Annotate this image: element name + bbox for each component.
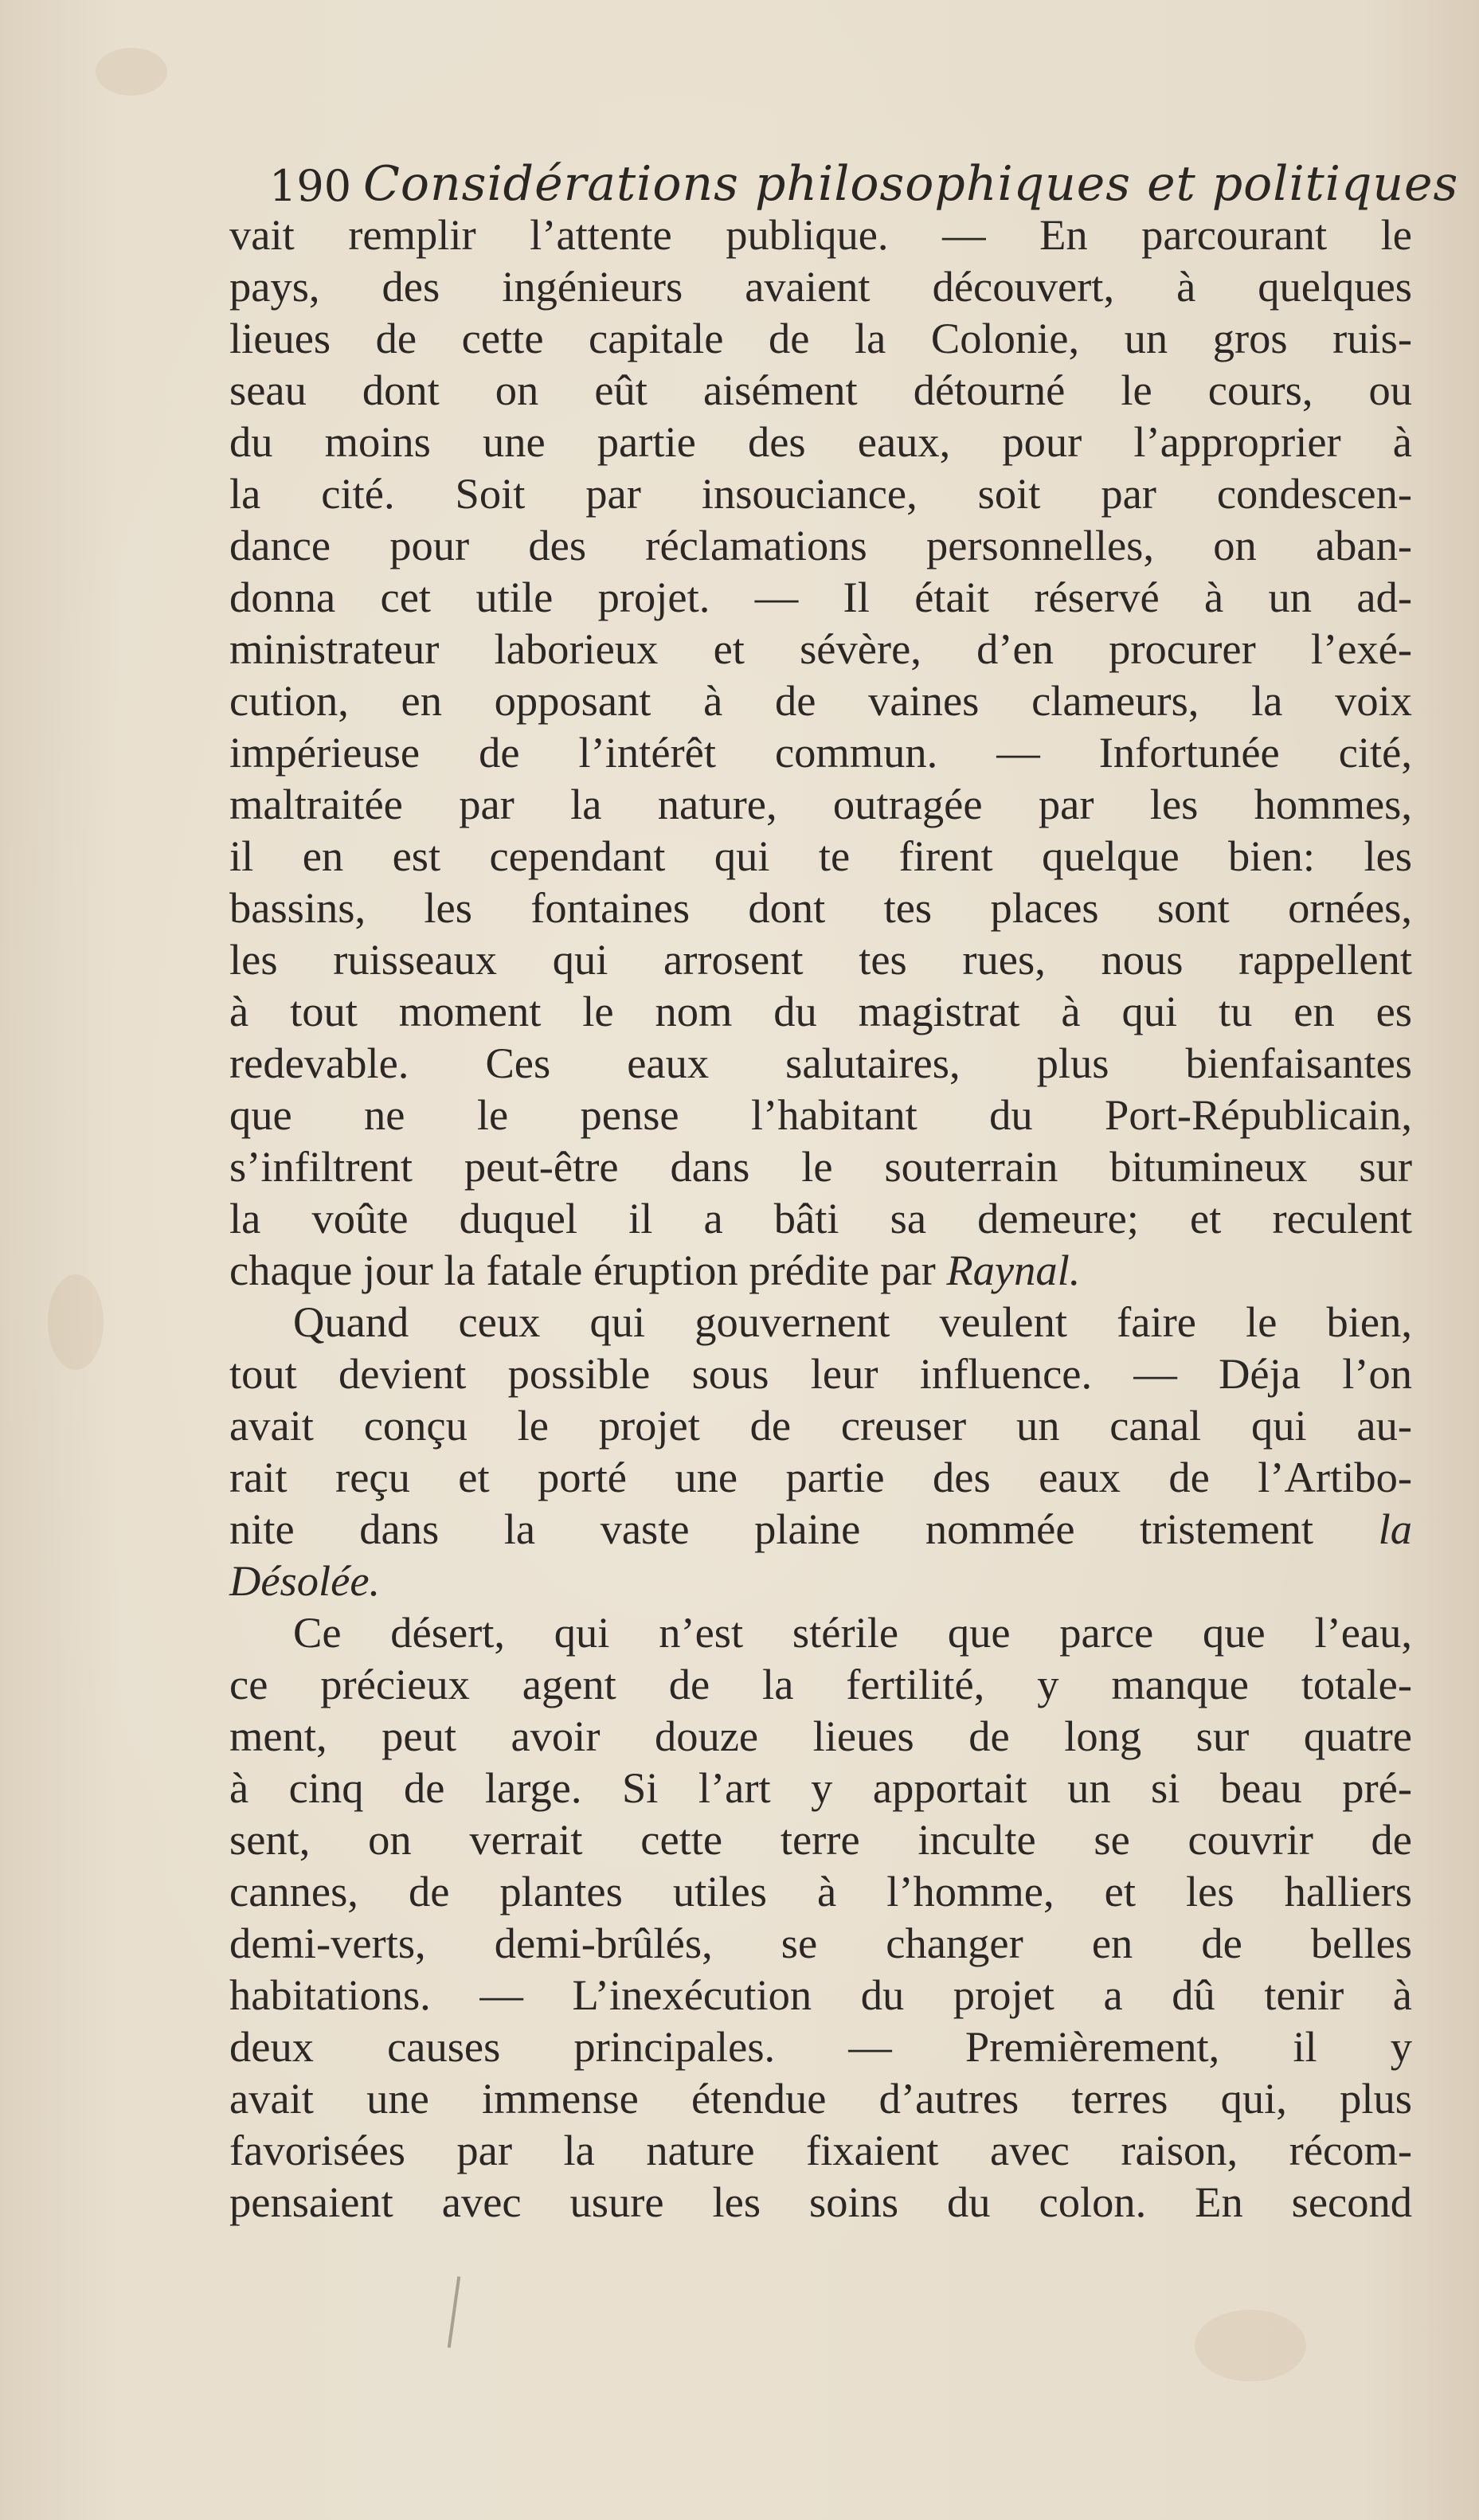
paper-stain: [96, 48, 167, 96]
text-line: à tout moment le nom du magistrat à qui tu en es: [229, 987, 1412, 1035]
text-line: donna cet utile projet. — Il était réservé à un ad-: [229, 573, 1412, 621]
text-line: avait conçu le projet de creuser un canal qui au-: [229, 1401, 1412, 1450]
paper-stain: [48, 1274, 104, 1370]
text-line: habitations. — L’inexécution du projet a dû tenir à: [229, 1970, 1412, 2019]
text-line: la voûte duquel il a bâti sa demeure; et reculent: [229, 1194, 1412, 1242]
italic-name: Raynal.: [946, 1246, 1081, 1294]
italic-word: la: [1378, 1505, 1412, 1553]
text-line: favorisées par la nature fixaient avec raison, récom-: [229, 2126, 1412, 2174]
text-line: demi-verts, demi-brûlés, se changer en de belles: [229, 1919, 1412, 1967]
text-line: sent, on verrait cette terre inculte se couvrir de: [229, 1815, 1412, 1864]
text-line: à cinq de large. Si l’art y apportait un si beau pré-: [229, 1763, 1412, 1812]
ink-mark: [448, 2276, 460, 2348]
text-line: il en est cependant qui te firent quelque bien: les: [229, 832, 1412, 880]
text-line: maltraitée par la nature, outragée par les hommes,: [229, 780, 1412, 828]
text-line: vait remplir l’attente publique. — En parcourant le: [229, 210, 1412, 259]
paragraph-start: Quand ceux qui gouvernent veulent faire le bien,: [293, 1297, 1412, 1346]
italic-name: Désolée.: [229, 1556, 381, 1605]
text-line: tout devient possible sous leur influence. — Déja l’on: [229, 1349, 1412, 1398]
text-line: lieues de cette capitale de la Colonie, un gros ruis-: [229, 314, 1412, 362]
body-text: [229, 209, 1412, 2228]
text-line: impérieuse de l’intérêt commun. — Infortunée cité,: [229, 728, 1412, 777]
running-title: Considérations philosophiques et politiques: [363, 156, 1459, 212]
text-line: pays, des ingénieurs avaient découvert, à quelques: [229, 262, 1412, 311]
text-line: cannes, de plantes utiles à l’homme, et les halliers: [229, 1867, 1412, 1915]
text-line: deux causes principales. — Premièrement, il y: [229, 2022, 1412, 2071]
text-line: pensaient avec usure les soins du colon. En second: [229, 2178, 1412, 2226]
paragraph-start: Ce désert, qui n’est stérile que parce que l’eau,: [293, 1608, 1412, 1657]
text-line: que ne le pense l’habitant du Port-Républicain,: [229, 1090, 1412, 1139]
text-line: du moins une partie des eaux, pour l’approprier à: [229, 417, 1412, 466]
text-line: les ruisseaux qui arrosent tes rues, nous rappellent: [229, 935, 1412, 984]
text-line: ministrateur laborieux et sévère, d’en procurer l’exé-: [229, 624, 1412, 673]
text-line: la cité. Soit par insouciance, soit par condescen-: [229, 469, 1412, 518]
text-line: ce précieux agent de la fertilité, y manque totale-: [229, 1660, 1412, 1708]
text-line: ment, peut avoir douze lieues de long sur quatre: [229, 1712, 1412, 1760]
text-line: [229, 1503, 1412, 1555]
text-line: seau dont on eût aisément détourné le cours, ou: [229, 366, 1412, 414]
paper-stain: [1195, 2310, 1306, 2381]
text-line: s’infiltrent peut-être dans le souterrain bitumineux sur: [229, 1142, 1412, 1191]
text-line: redevable. Ces eaux salutaires, plus bienfaisantes: [229, 1039, 1412, 1087]
text-line: avait une immense étendue d’autres terres qui, plus: [229, 2074, 1412, 2123]
text-line: dance pour des réclamations personnelles, on aban-: [229, 521, 1412, 569]
text-segment: nite dans la vaste plaine nommée tristement: [229, 1505, 1314, 1553]
text-line: bassins, les fontaines dont tes places sont ornées,: [229, 883, 1412, 932]
page-number: 190: [269, 161, 352, 211]
text-line: cution, en opposant à de vaines clameurs, la voix: [229, 676, 1412, 725]
text-segment: chaque jour la fatale éruption prédite par: [229, 1246, 936, 1294]
text-line: [229, 1555, 1412, 1606]
text-line: [229, 1244, 1412, 1296]
text-line: rait reçu et porté une partie des eaux de l’Artibo-: [229, 1453, 1412, 1501]
